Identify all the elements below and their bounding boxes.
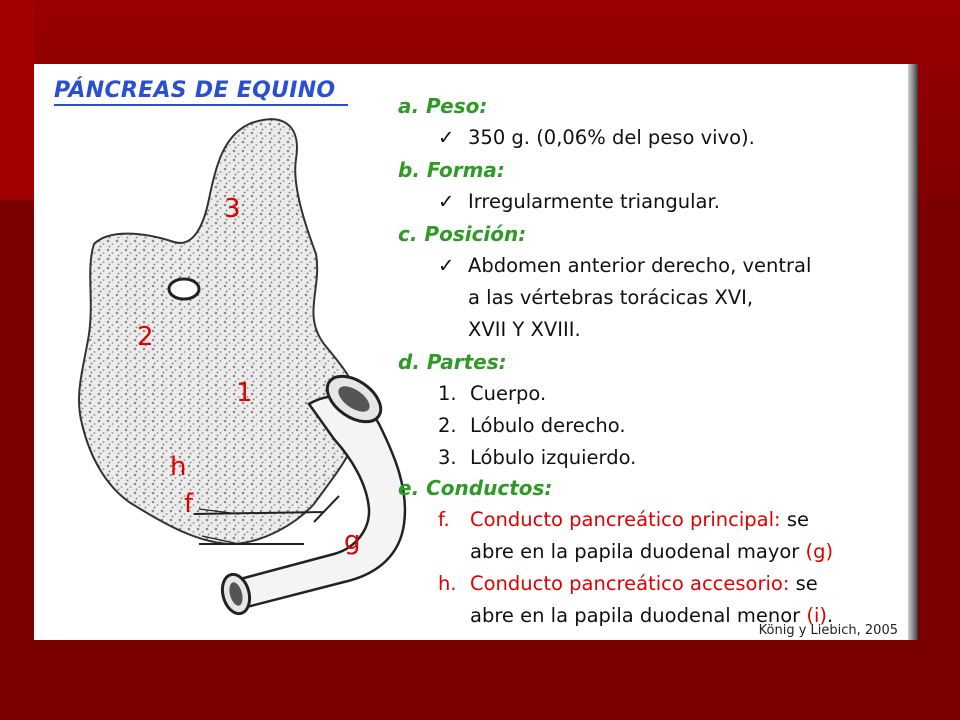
content-card xyxy=(34,64,908,640)
partes-item: 3. Lóbulo izquierdo. xyxy=(438,446,637,469)
section-posicion-item: ✓ Abdomen anterior derecho, ventral xyxy=(438,254,812,277)
slide-accent-band xyxy=(0,0,34,200)
figure-label-h: h xyxy=(170,452,187,482)
figure-label-g: g xyxy=(344,526,361,556)
check-icon: ✓ xyxy=(438,190,455,213)
section-posicion-line-2: a las vértebras torácicas XVI, xyxy=(468,286,754,309)
section-posicion-line-3: XVII Y XVIII. xyxy=(468,318,581,341)
figure-label-3: 3 xyxy=(224,194,241,224)
slide-title: PÁNCREAS DE EQUINO xyxy=(54,78,336,103)
partes-item: 2. Lóbulo derecho. xyxy=(438,414,626,437)
section-forma-header: b. Forma: xyxy=(398,158,505,182)
pancreas-illustration xyxy=(34,104,434,640)
conducto-h-line-2: abre en la papila duodenal menor (i). xyxy=(470,604,834,627)
citation: König y Liebich, 2005 xyxy=(758,623,898,638)
vessel-opening xyxy=(169,279,199,299)
figure-label-1: 1 xyxy=(236,378,253,408)
conducto-h-line-1: h. Conducto pancreático accesorio: se xyxy=(438,572,818,595)
conducto-f-line-1: f. Conducto pancreático principal: se xyxy=(438,508,809,531)
partes-item: 1. Cuerpo. xyxy=(438,382,547,405)
figure-label-2: 2 xyxy=(137,322,154,352)
check-icon: ✓ xyxy=(438,126,455,149)
section-peso-item: ✓ 350 g. (0,06% del peso vivo). xyxy=(438,126,755,149)
figure-label-f: f xyxy=(184,489,194,519)
section-forma-item: ✓ Irregularmente triangular. xyxy=(438,190,720,213)
check-icon: ✓ xyxy=(438,254,455,277)
card-edge-shadow xyxy=(908,64,918,640)
conducto-f-line-2: abre en la papila duodenal mayor (g) xyxy=(470,540,834,563)
section-conductos-header: e. Conductos: xyxy=(398,476,553,500)
section-peso-header: a. Peso: xyxy=(398,94,488,118)
pancreas-body-shape xyxy=(79,119,360,544)
section-partes-header: d. Partes: xyxy=(398,350,507,374)
section-posicion-header: c. Posición: xyxy=(398,222,527,246)
